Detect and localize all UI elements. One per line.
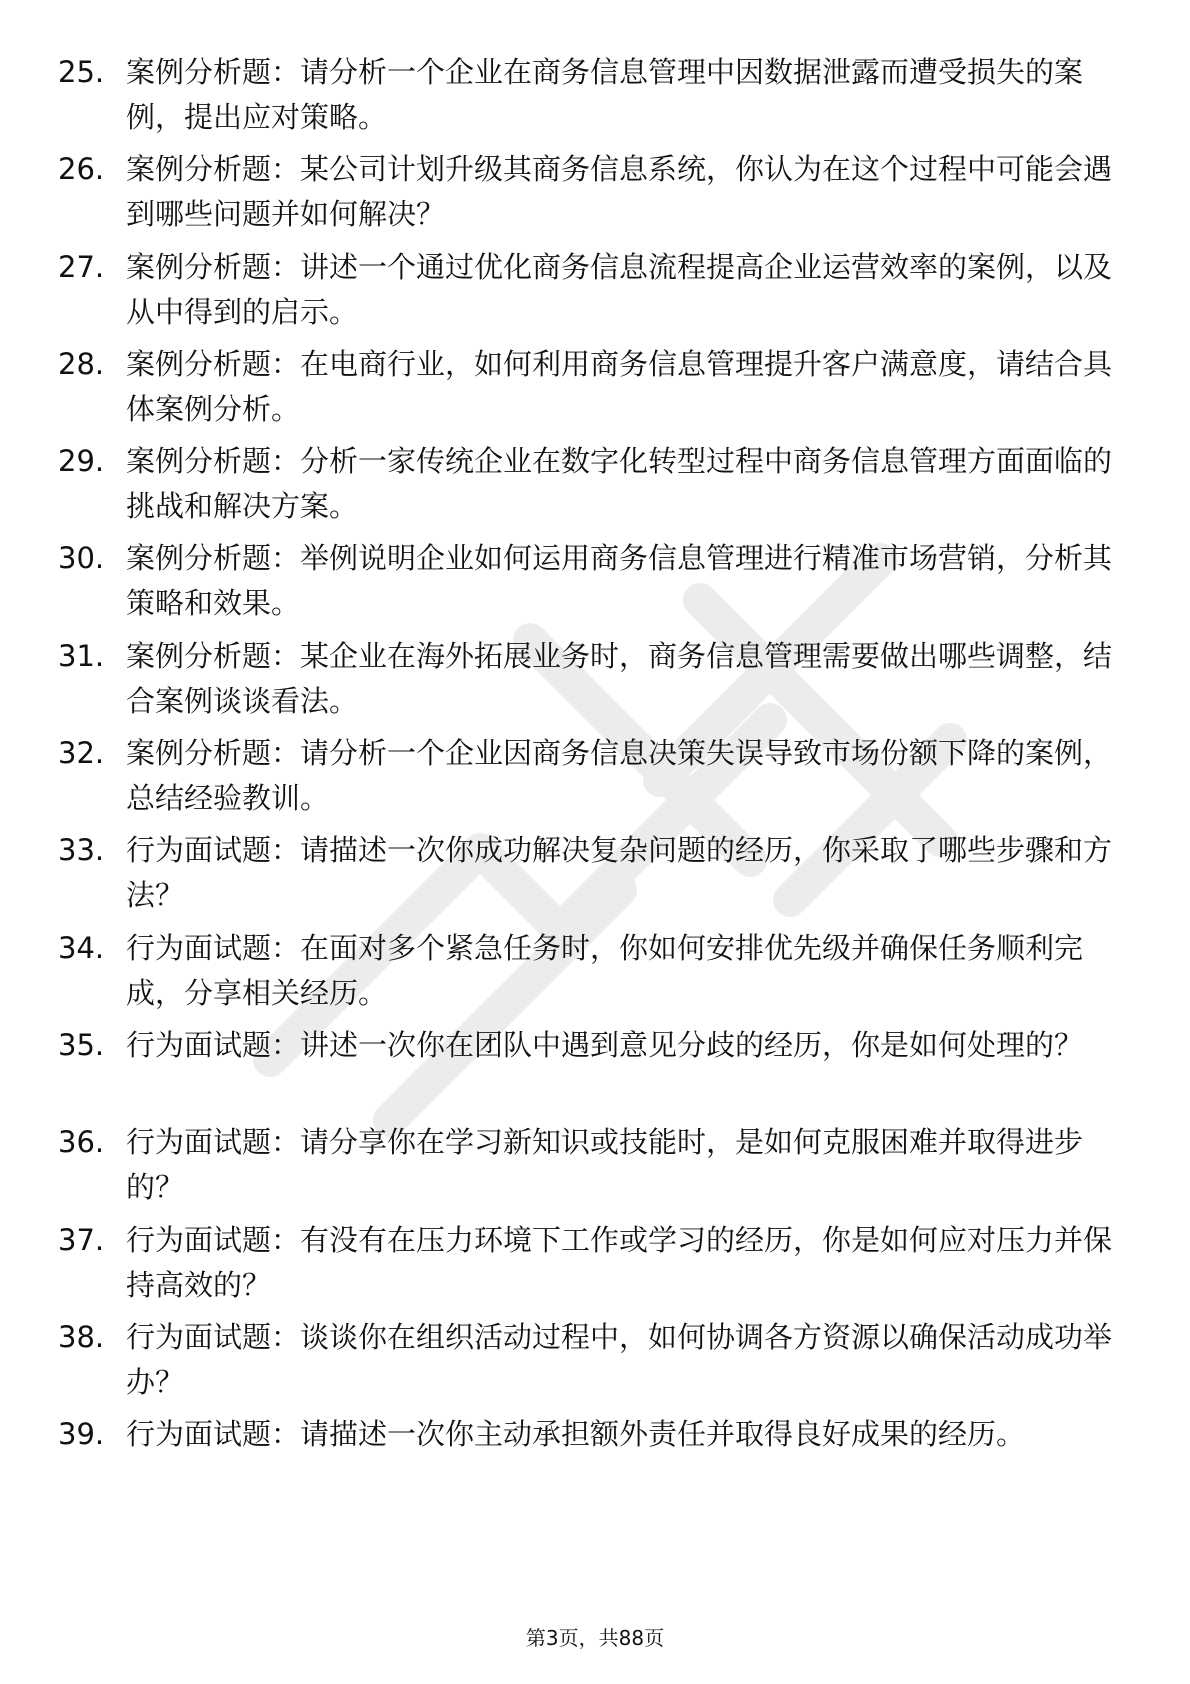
question-number: 31. [58,638,105,673]
question-item [58,926,1138,1023]
question-number: 32. [58,736,105,771]
question-item [58,731,1138,828]
question-text: 行为面试题：谈谈你在组织活动过程中，如何协调各方资源以确保活动成功举办？ [126,1319,1113,1399]
question-text: 行为面试题：请分享你在学习新知识或技能时，是如何克服困难并取得进步的？ [126,1125,1084,1205]
question-number: 35. [58,1027,105,1062]
question-number: 29. [58,444,105,479]
question-item [58,1315,1138,1412]
question-item [58,634,1138,731]
question-item [58,828,1138,925]
question-text: 案例分析题：某公司计划升级其商务信息系统，你认为在这个过程中可能会遇到哪些问题并如何解决？ [126,152,1113,232]
question-number: 36. [58,1125,105,1160]
question-text: 案例分析题：某企业在海外拓展业务时，商务信息管理需要做出哪些调整，结合案例谈谈看法。 [126,638,1113,718]
page-footer: 第3页，共88页 [525,1626,665,1650]
question-number: 39. [58,1417,105,1452]
question-number: 38. [58,1319,105,1354]
question-list [58,50,1138,1509]
question-item [58,1023,1138,1120]
question-text: 案例分析题：在电商行业，如何利用商务信息管理提升客户满意度，请结合具体案例分析。 [126,346,1113,426]
question-number: 28. [58,346,105,381]
question-number: 30. [58,541,105,576]
question-number: 34. [58,930,105,965]
question-text: 行为面试题：讲述一次你在团队中遇到意见分歧的经历，你是如何处理的？ [126,1027,1084,1062]
question-item [58,1120,1138,1217]
question-number: 27. [58,249,105,284]
question-text: 案例分析题：讲述一个通过优化商务信息流程提高企业运营效率的案例，以及从中得到的启示。 [126,249,1113,329]
question-item [58,1412,1138,1509]
question-item [58,342,1138,439]
question-text: 案例分析题：请分析一个企业在商务信息管理中因数据泄露而遭受损失的案例，提出应对策略。 [126,55,1084,134]
question-number: 37. [58,1222,105,1257]
question-number: 33. [58,833,105,868]
question-text: 行为面试题：有没有在压力环境下工作或学习的经历，你是如何应对压力并保持高效的？ [126,1222,1113,1302]
question-text: 案例分析题：请分析一个企业因商务信息决策失误导致市场份额下降的案例，总结经验教训。 [126,736,1113,816]
question-text: 行为面试题：请描述一次你主动承担额外责任并取得良好成果的经历。 [126,1417,1026,1452]
question-item [58,245,1138,342]
question-item [58,439,1138,536]
question-text: 行为面试题：请描述一次你成功解决复杂问题的经历，你采取了哪些步骤和方法？ [126,833,1113,913]
question-number: 26. [58,152,105,187]
question-item [58,536,1138,633]
question-number: 25. [58,55,105,89]
question-text: 案例分析题：举例说明企业如何运用商务信息管理进行精准市场营销，分析其策略和效果。 [126,541,1113,621]
question-item [58,50,1138,147]
question-item [58,1218,1138,1315]
question-text: 案例分析题：分析一家传统企业在数字化转型过程中商务信息管理方面面临的挑战和解决方案。 [126,444,1113,524]
question-item [58,147,1138,244]
question-text: 行为面试题：在面对多个紧急任务时，你如何安排优先级并确保任务顺利完成，分享相关经历。 [126,930,1084,1010]
